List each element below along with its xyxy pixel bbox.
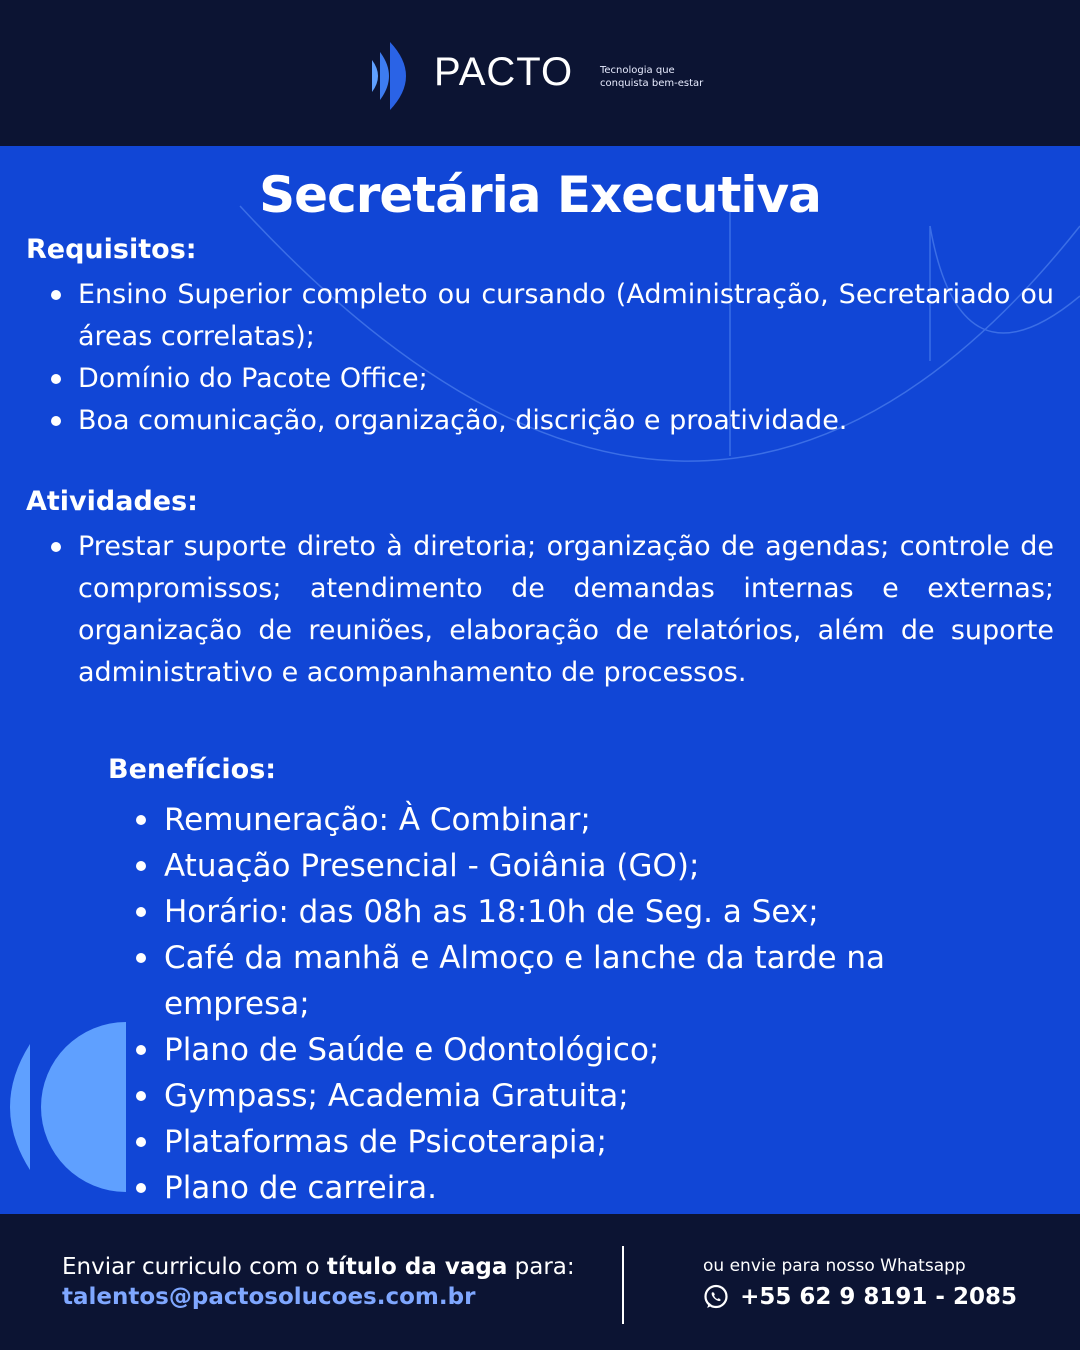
email-link[interactable]: talentos@pactosolucoes.com.br <box>62 1284 476 1310</box>
apply-bold: título da vaga <box>326 1254 508 1280</box>
job-title: Secretária Executiva <box>259 166 821 224</box>
list-item: Plano de carreira. <box>108 1165 992 1211</box>
list-item: Horário: das 08h as 18:10h de Seg. a Sex; <box>108 889 992 935</box>
list-item: Plataformas de Psicoterapia; <box>108 1119 992 1165</box>
requirements-heading: Requisitos: <box>26 234 197 265</box>
activities-list <box>26 526 1054 694</box>
apply-prefix: Enviar curriculo com o <box>62 1254 320 1280</box>
requirements-list <box>26 274 1054 442</box>
whatsapp-phone[interactable]: +55 62 9 8191 - 2085 <box>740 1284 1017 1310</box>
list-item: Gympass; Academia Gratuita; <box>108 1073 992 1119</box>
apply-by-email <box>62 1252 575 1312</box>
apply-instruction <box>62 1252 575 1282</box>
list-item: Café da manhã e Almoço e lanche da tarde na empresa; <box>108 935 992 1027</box>
list-item: Boa comunicação, organização, discrição e proatividade. <box>26 400 1054 442</box>
activities-heading: Atividades: <box>26 486 198 517</box>
apply-suffix: para: <box>514 1254 575 1280</box>
list-item: Plano de Saúde e Odontológico; <box>108 1027 992 1073</box>
job-post-panel <box>0 146 1080 1214</box>
brand-tagline <box>600 64 740 90</box>
footer-bar <box>0 1214 1080 1350</box>
whatsapp-label: ou envie para nosso Whatsapp <box>703 1256 966 1276</box>
apply-by-whatsapp <box>703 1254 1017 1314</box>
brand-name: PACTO <box>434 50 574 94</box>
list-item: Ensino Superior completo ou cursando (Administração, Secretariado ou áreas correlatas); <box>26 274 1054 358</box>
header-bar <box>0 0 1080 146</box>
whatsapp-icon <box>703 1284 729 1310</box>
whatsapp-contact[interactable] <box>703 1284 1017 1314</box>
pacto-logo-mark-icon <box>372 40 428 112</box>
list-item: Prestar suporte direto à diretoria; organização de agendas; controle de compromissos; atendimento de demandas internas e externas; organização de reuniões, elaboração de relatórios, além de suporte administrativo e acompanhamento de processos. <box>26 526 1054 694</box>
brand-tagline-line1: Tecnologia que <box>600 65 675 76</box>
benefits-list <box>108 797 992 1211</box>
brand-tagline-line2: conquista bem-estar <box>600 78 704 89</box>
list-item: Atuação Presencial - Goiânia (GO); <box>108 843 992 889</box>
benefits-heading: Benefícios: <box>108 754 277 785</box>
list-item: Remuneração: À Combinar; <box>108 797 992 843</box>
footer-divider <box>622 1246 624 1324</box>
list-item: Domínio do Pacote Office; <box>26 358 1054 400</box>
